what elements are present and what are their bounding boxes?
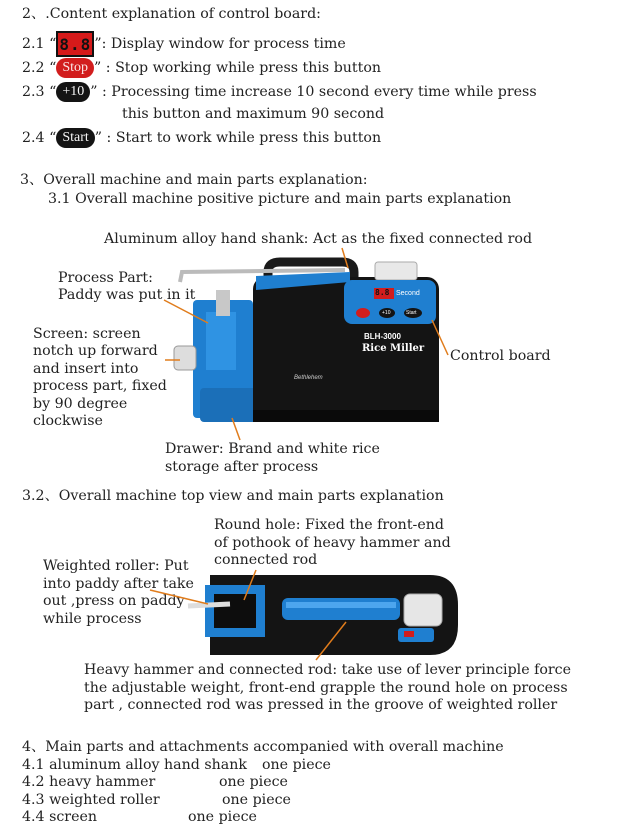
section-3-2-heading: 3.2、Overall machine top view and main parts explanation xyxy=(22,488,444,504)
section-3-heading: 3、Overall machine and main parts explanation: xyxy=(20,172,368,188)
item-text: ” : Stop working while press this button xyxy=(94,60,382,76)
connected-rod-shape xyxy=(282,598,400,620)
item-number: 2.4 “ xyxy=(22,130,57,146)
label-hammer-2: the adjustable weight, front-end grapple the round hole on process xyxy=(84,680,568,696)
list-item-4-4-name: 4.4 screen xyxy=(22,809,98,825)
label-process-part-2: Paddy was put in it xyxy=(58,287,196,303)
top-process-opening xyxy=(214,594,256,628)
label-control-board: Control board xyxy=(450,348,551,364)
item-number: 2.2 “ xyxy=(22,60,57,76)
label-screen-6: clockwise xyxy=(33,413,103,429)
connected-rod-highlight xyxy=(286,602,396,608)
stop-button-icon: Stop xyxy=(56,58,94,78)
label-drawer-2: storage after process xyxy=(165,459,319,475)
list-item-4-3-name: 4.3 weighted roller xyxy=(22,792,160,808)
label-screen-5: by 90 degree xyxy=(33,396,128,412)
list-item-4-1-name: 4.1 aluminum alloy hand shank xyxy=(22,757,247,773)
label-roller-3: out ,press on paddy xyxy=(43,593,185,609)
label-roller-1: Weighted roller: Put xyxy=(43,558,189,574)
start-button-icon: Start xyxy=(56,128,94,148)
machine-second-text: Second xyxy=(396,290,420,297)
label-hammer-1: Heavy hammer and connected rod: take use of lever principle force xyxy=(84,662,572,678)
list-item-4-2-qty: one piece xyxy=(219,774,288,790)
label-hammer-3: part , connected rod was pressed in the groove of weighted roller xyxy=(84,697,558,713)
machine-model-text: BLH-3000 xyxy=(364,332,401,341)
list-item-4-1-qty: one piece xyxy=(262,757,331,773)
label-process-part-1: Process Part: xyxy=(58,270,153,286)
machine-start-text: Start xyxy=(406,310,417,316)
label-screen-1: Screen: screen xyxy=(33,326,141,342)
display-window-icon: 8.8 xyxy=(56,31,94,57)
item-text: ”: Display window for process time xyxy=(94,36,346,52)
machine-plus-text: +10 xyxy=(382,310,391,316)
item-text: ” : Start to work while press this button xyxy=(94,130,382,146)
machine-display-text: 8.8 xyxy=(375,288,390,297)
plus-ten-button-icon: +10 xyxy=(56,82,90,102)
list-item-4-4-qty: one piece xyxy=(188,809,257,825)
top-display xyxy=(404,631,414,637)
section-3-1-heading: 3.1 Overall machine positive picture and main parts explanation xyxy=(48,191,512,207)
label-screen-3: and insert into xyxy=(33,361,139,377)
label-screen-2: notch up forward xyxy=(33,343,158,359)
list-item-4-3-qty: one piece xyxy=(222,792,291,808)
label-roller-2: into paddy after take xyxy=(43,576,194,592)
item-text: ” : Processing time increase 10 second every time while press xyxy=(90,84,537,100)
label-round-hole-1: Round hole: Fixed the front-end xyxy=(214,517,444,533)
machine-brand-text: Bethlehem xyxy=(294,375,323,381)
list-item-4-2-name: 4.2 heavy hammer xyxy=(22,774,156,790)
top-control-panel xyxy=(398,628,434,642)
label-round-hole-2: of pothook of heavy hammer and xyxy=(214,535,451,551)
top-weight-shape xyxy=(404,594,442,626)
item-2-3-continued: this button and maximum 90 second xyxy=(122,106,385,122)
label-round-hole-3: connected rod xyxy=(214,552,318,568)
label-hand-shank: Aluminum alloy hand shank: Act as the fixed connected rod xyxy=(104,231,533,247)
label-drawer-1: Drawer: Brand and white rice xyxy=(165,441,380,457)
section-2-heading: 2、.Content explanation of control board: xyxy=(22,6,321,22)
item-number: 2.3 “ xyxy=(22,84,57,100)
section-4-heading: 4、Main parts and attachments accompanied with overall machine xyxy=(22,739,504,755)
label-roller-4: while process xyxy=(43,611,142,627)
label-screen-4: process part, fixed xyxy=(33,378,167,394)
top-roller-rod xyxy=(188,604,230,606)
item-number: 2.1 “ xyxy=(22,36,57,52)
machine-name-text: Rice Miller xyxy=(362,343,425,354)
